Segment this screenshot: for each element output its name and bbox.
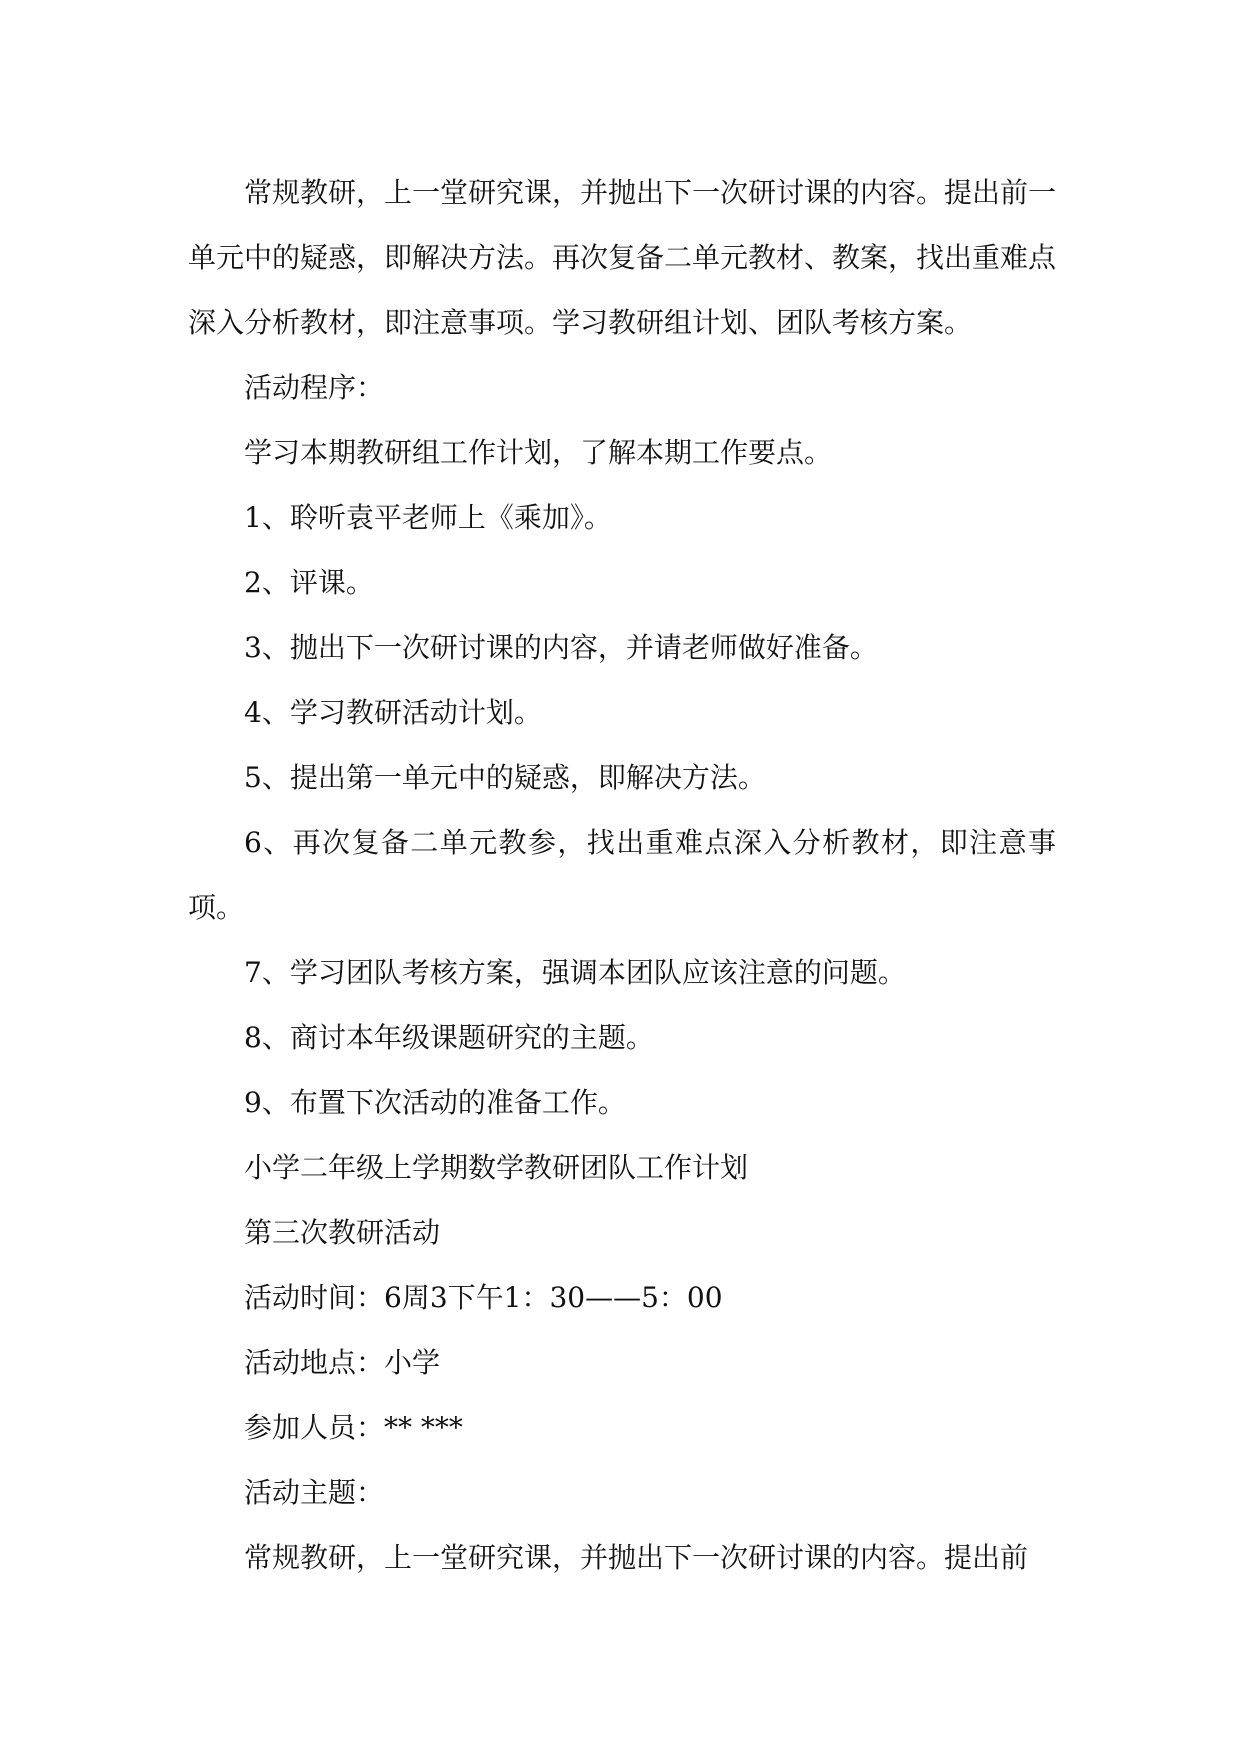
section-title: 小学二年级上学期数学教研团队工作计划	[244, 1151, 749, 1184]
list-item-1: 1、聆听袁平老师上《乘加》。	[244, 501, 612, 534]
document-body	[188, 160, 1056, 1590]
list-item-6: 6、再次复备二单元教参，找出重难点深入分析教材，即注意事项。	[188, 826, 1056, 924]
list-item-9: 9、布置下次活动的准备工作。	[244, 1086, 626, 1119]
paragraph-activity-procedure-heading: 活动程序：	[244, 371, 385, 404]
activity-theme-heading: 活动主题：	[244, 1476, 385, 1509]
list-item-3: 3、抛出下一次研讨课的内容，并请老师做好准备。	[244, 631, 878, 664]
list-item-7: 7、学习团队考核方案，强调本团队应该注意的问题。	[244, 956, 906, 989]
activity-location: 活动地点：小学	[244, 1346, 441, 1379]
list-item-2: 2、评课。	[244, 566, 374, 599]
activity-title: 第三次教研活动	[244, 1216, 441, 1249]
list-item-5: 5、提出第一单元中的疑惑，即解决方法。	[244, 761, 766, 794]
paragraph-routine-research: 常规教研，上一堂研究课，并抛出下一次研讨课的内容。提出前一单元中的疑惑，即解决方法。再次复备二单元教材、教案，找出重难点深入分析教材，即注意事项。学习教研组计划、团队考核方案。	[188, 176, 1057, 339]
list-item-8: 8、商讨本年级课题研究的主题。	[244, 1021, 654, 1054]
paragraph-routine-research-continued: 常规教研，上一堂研究课，并抛出下一次研讨课的内容。提出前	[244, 1541, 1029, 1574]
activity-participants: 参加人员：** ***	[244, 1411, 463, 1444]
activity-time: 活动时间：6周3下午1：30——5：00	[244, 1281, 723, 1314]
list-item-4: 4、学习教研活动计划。	[244, 696, 542, 729]
paragraph-study-plan: 学习本期教研组工作计划，了解本期工作要点。	[244, 436, 833, 469]
